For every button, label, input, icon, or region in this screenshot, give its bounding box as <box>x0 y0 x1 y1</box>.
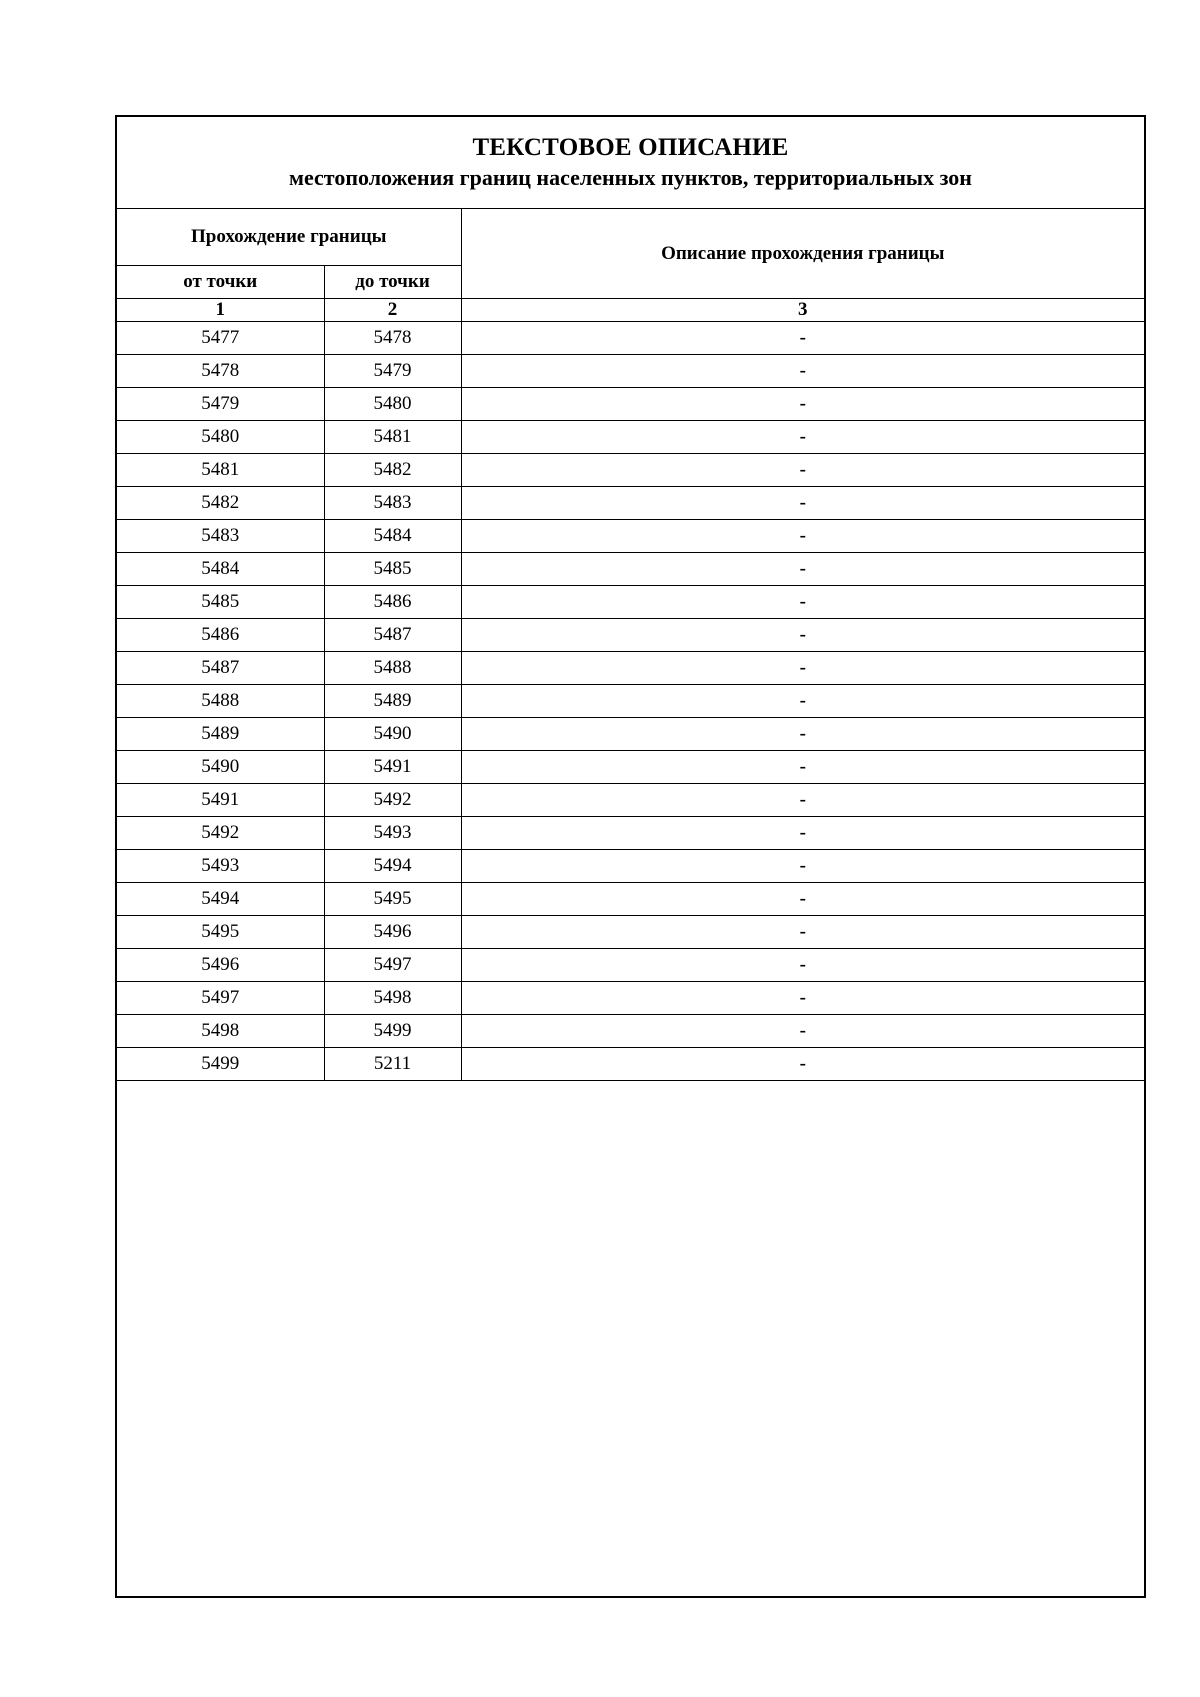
table-row <box>117 1048 1144 1081</box>
cell-from-point: 5497 <box>117 982 324 1015</box>
cell-from-point: 5496 <box>117 949 324 982</box>
cell-to-point: 5499 <box>324 1015 461 1048</box>
cell-description: - <box>461 883 1144 916</box>
cell-from-point: 5486 <box>117 619 324 652</box>
table-row <box>117 751 1144 784</box>
table-row <box>117 553 1144 586</box>
cell-from-point: 5480 <box>117 421 324 454</box>
cell-from-point: 5493 <box>117 850 324 883</box>
table-row <box>117 388 1144 421</box>
cell-to-point: 5498 <box>324 982 461 1015</box>
boundary-table <box>117 209 1144 1081</box>
header-number-3: 3 <box>461 299 1144 322</box>
cell-to-point: 5480 <box>324 388 461 421</box>
table-row <box>117 718 1144 751</box>
cell-to-point: 5481 <box>324 421 461 454</box>
cell-description: - <box>461 520 1144 553</box>
cell-to-point: 5484 <box>324 520 461 553</box>
table-row <box>117 685 1144 718</box>
cell-description: - <box>461 322 1144 355</box>
cell-from-point: 5487 <box>117 652 324 685</box>
cell-from-point: 5494 <box>117 883 324 916</box>
table-row <box>117 454 1144 487</box>
cell-description: - <box>461 1048 1144 1081</box>
cell-to-point: 5486 <box>324 586 461 619</box>
cell-from-point: 5485 <box>117 586 324 619</box>
cell-to-point: 5489 <box>324 685 461 718</box>
document-subtitle: местоположения границ населенных пунктов, территориальных зон <box>289 165 972 190</box>
cell-description: - <box>461 817 1144 850</box>
table-row <box>117 817 1144 850</box>
cell-from-point: 5489 <box>117 718 324 751</box>
header-row-1 <box>117 209 1144 266</box>
cell-to-point: 5493 <box>324 817 461 850</box>
table-row <box>117 487 1144 520</box>
cell-description: - <box>461 850 1144 883</box>
cell-from-point: 5481 <box>117 454 324 487</box>
table-row <box>117 1015 1144 1048</box>
cell-from-point: 5483 <box>117 520 324 553</box>
cell-description: - <box>461 784 1144 817</box>
cell-to-point: 5211 <box>324 1048 461 1081</box>
header-boundary-passage: Прохождение границы <box>117 209 461 266</box>
cell-description: - <box>461 1015 1144 1048</box>
cell-from-point: 5499 <box>117 1048 324 1081</box>
cell-from-point: 5498 <box>117 1015 324 1048</box>
cell-description: - <box>461 751 1144 784</box>
cell-description: - <box>461 982 1144 1015</box>
header-numbers-row <box>117 299 1144 322</box>
header-from-point: от точки <box>117 266 324 299</box>
cell-to-point: 5478 <box>324 322 461 355</box>
table-row <box>117 883 1144 916</box>
cell-description: - <box>461 916 1144 949</box>
cell-description: - <box>461 619 1144 652</box>
table-row <box>117 949 1144 982</box>
cell-to-point: 5492 <box>324 784 461 817</box>
cell-to-point: 5496 <box>324 916 461 949</box>
cell-to-point: 5490 <box>324 718 461 751</box>
cell-description: - <box>461 421 1144 454</box>
cell-from-point: 5479 <box>117 388 324 421</box>
cell-to-point: 5495 <box>324 883 461 916</box>
cell-description: - <box>461 586 1144 619</box>
cell-from-point: 5488 <box>117 685 324 718</box>
cell-to-point: 5491 <box>324 751 461 784</box>
table-row <box>117 520 1144 553</box>
cell-description: - <box>461 388 1144 421</box>
cell-to-point: 5479 <box>324 355 461 388</box>
cell-to-point: 5485 <box>324 553 461 586</box>
title-block <box>117 117 1144 209</box>
header-description: Описание прохождения границы <box>461 209 1144 299</box>
cell-to-point: 5483 <box>324 487 461 520</box>
cell-from-point: 5492 <box>117 817 324 850</box>
cell-description: - <box>461 718 1144 751</box>
cell-to-point: 5497 <box>324 949 461 982</box>
cell-to-point: 5487 <box>324 619 461 652</box>
cell-from-point: 5495 <box>117 916 324 949</box>
document-frame <box>115 115 1146 1598</box>
table-row <box>117 619 1144 652</box>
document-title: ТЕКСТОВОЕ ОПИСАНИЕ <box>472 134 789 161</box>
cell-from-point: 5491 <box>117 784 324 817</box>
table-row <box>117 652 1144 685</box>
cell-from-point: 5484 <box>117 553 324 586</box>
cell-from-point: 5477 <box>117 322 324 355</box>
cell-to-point: 5482 <box>324 454 461 487</box>
cell-description: - <box>461 355 1144 388</box>
table-row <box>117 355 1144 388</box>
table-row <box>117 916 1144 949</box>
cell-from-point: 5482 <box>117 487 324 520</box>
table-row <box>117 784 1144 817</box>
cell-from-point: 5478 <box>117 355 324 388</box>
cell-description: - <box>461 454 1144 487</box>
cell-to-point: 5488 <box>324 652 461 685</box>
table-row <box>117 586 1144 619</box>
header-number-1: 1 <box>117 299 324 322</box>
cell-description: - <box>461 553 1144 586</box>
table-row <box>117 421 1144 454</box>
cell-from-point: 5490 <box>117 751 324 784</box>
cell-description: - <box>461 949 1144 982</box>
cell-description: - <box>461 652 1144 685</box>
header-number-2: 2 <box>324 299 461 322</box>
table-row <box>117 850 1144 883</box>
cell-description: - <box>461 487 1144 520</box>
table-row <box>117 982 1144 1015</box>
cell-description: - <box>461 685 1144 718</box>
header-to-point: до точки <box>324 266 461 299</box>
cell-to-point: 5494 <box>324 850 461 883</box>
table-row <box>117 322 1144 355</box>
